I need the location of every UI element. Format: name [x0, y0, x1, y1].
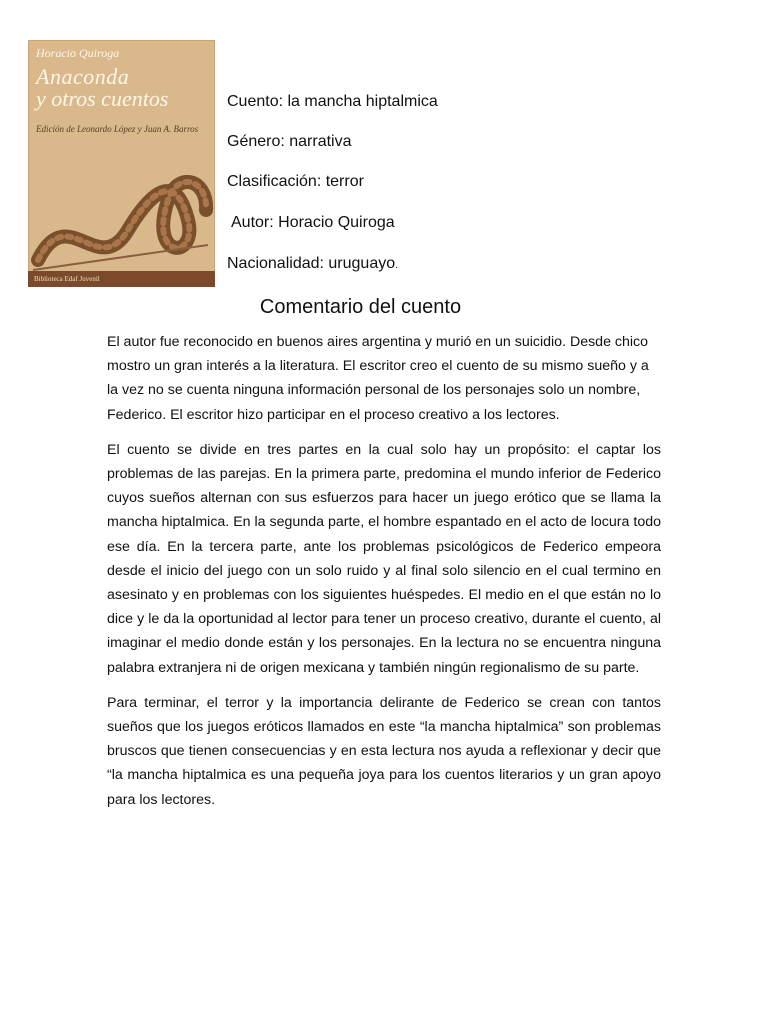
snake-illustration [28, 140, 215, 275]
cover-author: Horacio Quiroga [36, 46, 120, 60]
cover-publisher: Biblioteca Edaf Juvenil [28, 271, 215, 287]
paragraph-2: El cuento se divide en tres partes en la cual solo hay un propósito: el captar los problemas de las parejas. En la primera parte, predomina el mundo inferior de Federico cuyos sueños alternan con sus esfuerzos para hacer un juego erótico que se llama la mancha hiptalmica. En la segunda parte, el hombre espantado en el acto de locura todo ese día. En la tercera parte, ante los problemas psicológicos de Federico empeora desde el inicio del juego con un solo ruido y al final solo silencio en el cual termino en asesinato y en problemas con los siguientes huéspedes. El medio en el que están no lo dice y le da la oportunidad al lector para tener un proceso creativo, durante el cuento, al imaginar el medio donde están y los personajes. En la lectura no se encuentra ninguna palabra extranjera ni de origen mexicana y también ningún regionalismo de su parte. [107, 441, 661, 676]
info-autor: Autor: Horacio Quiroga [231, 214, 395, 231]
book-cover-image [28, 40, 215, 287]
info-genero: Género: narrativa [227, 133, 352, 150]
paragraph-1: El autor fue reconocido en buenos aires argentina y murió en un suicidio. Desde chico mostro un gran interés a la literatura. El escritor creo el cuento de su mismo sueño y a la vez no se cuenta ninguna información personal de los personajes solo un nombre, Federico. El escritor hizo participar en el proceso creativo a los lectores. [107, 334, 649, 423]
section-heading: Comentario del cuento [259, 296, 462, 318]
paragraph-3: Para terminar, el terror y la importancia delirante de Federico se crean con tantos sueños que los juegos eróticos llamados en este “la mancha hiptalmica” son problemas bruscos que tienen consecuencias y en esta lectura nos ayuda a reflexionar y decir que “la mancha hiptalmica es una pequeña joya para los cuentos literarios y un gran apoyo para los lectores. [107, 694, 661, 808]
comment-body [107, 330, 661, 812]
cover-title-line1: Anaconda [36, 64, 130, 89]
info-clasificacion: Clasificación: terror [227, 173, 364, 190]
info-nacionalidad-text: Nacionalidad: uruguayo [227, 255, 396, 272]
info-cuento: Cuento: la mancha hiptalmica [227, 93, 438, 110]
cover-title-line2: y otros cuentos [36, 86, 169, 111]
info-nacionalidad [227, 255, 398, 273]
cover-editors: Edición de Leonardo López y Juan A. Barros [36, 124, 199, 134]
info-nacionalidad-dot: . [395, 259, 399, 271]
